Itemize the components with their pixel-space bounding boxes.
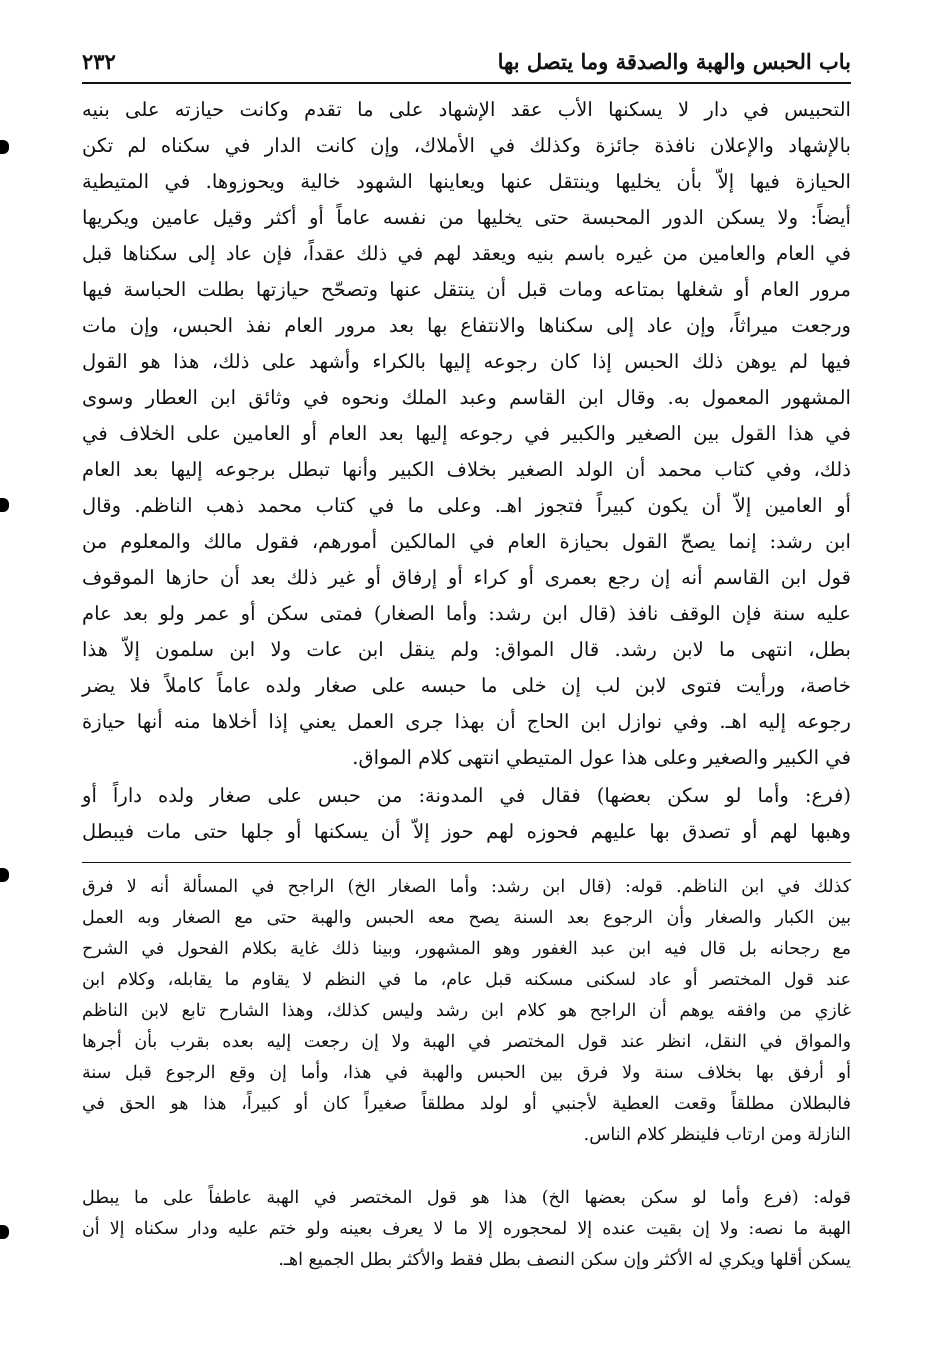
text-line: عليه سنة فإن الوقف نافذ (قال ابن رشد: وأما الصغار) فمتى سكن أو عمر ولو بعد عام	[82, 602, 851, 625]
text-line: مرور العام أو شغلها بمتاعه ومات قبل أن ينتقل عنها وتصحّح حيازتها بطلت الحباسة فيها	[82, 278, 851, 301]
footnote-2	[82, 1183, 851, 1276]
text-line: ابن رشد: إنما يصحّ القول بحيازة العام في المالكين أمورهم، فقول مالك والمعلوم من	[82, 530, 851, 553]
text-line: رجوعه إليه اهـ. وفي نوازل ابن الحاج أن بهذا جرى العمل يعني إذا أخلاها منه أنها حيازة	[82, 710, 851, 733]
footnote-line: أو أرفق بها بخلاف سنة ولا فرق بين الحبس والهبة في هذا، وأما إن وقع الرجوع قبل سنة	[82, 1063, 851, 1083]
binding-mark	[0, 868, 9, 882]
text-line: في هذا القول بين الصغير والكبير في رجوعه إليها بعد العام أو العامين على الخلاف في	[82, 422, 851, 445]
text-line: أو العامين إلاّ أن يكون كبيراً فتجوز اهـ. وعلى ما في كتاب محمد ذهب الناظم. وقال	[82, 494, 851, 517]
text-line: وهبها لهم أو تصدق بها عليهم فحوزه لهم حوز إلاّ أن يسكنها أو جلها حتى مات فيبطل	[82, 820, 851, 843]
text-line: المشهور المعمول به. وقال ابن القاسم وعبد الملك ونحوه في وثائق ابن العطار وسوى	[82, 386, 851, 409]
text-line: قول ابن القاسم أنه إن رجع بعمرى أو كراء أو إرفاق أو غير ذلك بعد أن حازها الموقوف	[82, 566, 851, 589]
text-line: التحبيس في دار لا يسكنها الأب عقد الإشهاد على ما تقدم وكانت حيازته على بنيه	[82, 98, 851, 121]
binding-mark	[0, 498, 9, 512]
footnote-line: كذلك في ابن الناظم. قوله: (قال ابن رشد: وأما الصغار الخ) الراجح في المسألة أنه لا فرق	[82, 877, 851, 897]
binding-mark	[0, 140, 9, 154]
text-line: بالإشهاد والإعلان نافذة جائزة وكذلك في الأملاك، وإن كانت الدار في سكناه لم تكن	[82, 134, 851, 157]
footnote-line: الهبة ما نصه: ولا إن بقيت عنده إلا لمحجوره إلا ما لا يعرف بعينه ولو ختم عليه ودار سكناه إلا أن	[82, 1219, 851, 1239]
text-line: خاصة، ورأيت فتوى لابن لب إن خلى ما حبسه على صغار ولده عاماً كاملاً فلا يضر	[82, 674, 851, 697]
text-line: في العام والعامين من غيره باسم بنيه ويعقد لهم في ذلك عقداً، فإن عاد إلى سكناها قبل	[82, 242, 851, 265]
running-header	[82, 44, 851, 78]
text-line: فيها لم يوهن ذلك الحبس إذا كان رجوعه إليها بالكراء وأشهد على ذلك، هذا هو القول	[82, 350, 851, 373]
footnote-divider	[82, 862, 851, 863]
footnote-line: والمواق في النقل، انظر عند قول المختصر في الهبة ولا إن رجعت إليه بعده بقرب بأن أجرها	[82, 1032, 851, 1052]
footnote-line: غازي من وافقه يوهم أن الراجح هو كلام ابن رشد وليس كذلك، وهذا الشارح تابع لابن الناظم	[82, 1001, 851, 1021]
footnote-line: قوله: (فرع وأما لو سكن بعضها الخ) هذا هو قول المختصر في الهبة عاطفاً على ما يبطل	[82, 1188, 851, 1208]
text-line: أيضاً: ولا يسكن الدور المحبسة حتى يخليها من نفسه عاماً أو أكثر وقيل عامين ويكريها	[82, 206, 851, 229]
binding-mark	[0, 1225, 9, 1239]
footnote-line: النازلة ومن ارتاب فلينظر كلام الناس.	[583, 1125, 851, 1145]
footnote-line: مع رجحانه بل قال فيه ابن عبد الغفور وهو المشهور، وبينا ذلك غاية بكلام الفحول في الشرح	[82, 939, 851, 959]
header-divider	[82, 82, 851, 84]
text-line: في الكبير والصغير وعلى هذا عول المتيطي انتهى كلام المواق.	[352, 746, 851, 769]
main-text-block	[82, 92, 851, 850]
text-line: ذلك، وفي كتاب محمد أن الولد الصغير بخلاف الكبير وأنها تبطل برجوعه إليها بعد العام	[82, 458, 851, 481]
footnote-line: عند قول المختصر أو عاد لسكنى مسكنه قبل عام، ما في النظم لا يقاوم ما يقابله، وكلام ابن	[82, 970, 851, 990]
footnote-line: بين الكبار والصغار وأن الرجوع بعد السنة يصح معه الحبس والهبة حتى مع الصغار وبه العمل	[82, 908, 851, 928]
text-line: بطل، انتهى ما لابن رشد. قال المواق: ولم ينقل ابن عات ولا ابن سلمون إلاّ هذا	[82, 638, 851, 661]
page-number: ٢٣٢	[82, 48, 116, 74]
main-paragraph-2	[82, 778, 851, 850]
footnote-line: يسكن أقلها ويكري له الأكثر وإن سكن النصف بطل فقط والأكثر بطل الجميع اهـ.	[278, 1250, 851, 1270]
footnote-1	[82, 872, 851, 1151]
footnote-line: فالبطلان مطلقاً وقعت العطية لأجنبي أو لولد مطلقاً صغيراً كان أو كبيراً، هذا هو الحق في	[82, 1094, 851, 1114]
chapter-title: باب الحبس والهبة والصدقة وما يتصل بها	[497, 48, 851, 74]
main-paragraph-1	[82, 92, 851, 776]
text-line: (فرع: وأما لو سكن بعضها) فقال في المدونة: من حبس على صغار ولده داراً أو	[82, 784, 851, 807]
text-line: ورجعت ميراثاً، وإن عاد إلى سكناها والانتفاع بها بعد مرور العام نفذ الحبس، وإن مات	[82, 314, 851, 337]
text-line: الحيازة فيها إلاّ بأن يخليها وينتقل عنها ويعاينها الشهود خالية ويحوزوها. في المتيطية	[82, 170, 851, 193]
